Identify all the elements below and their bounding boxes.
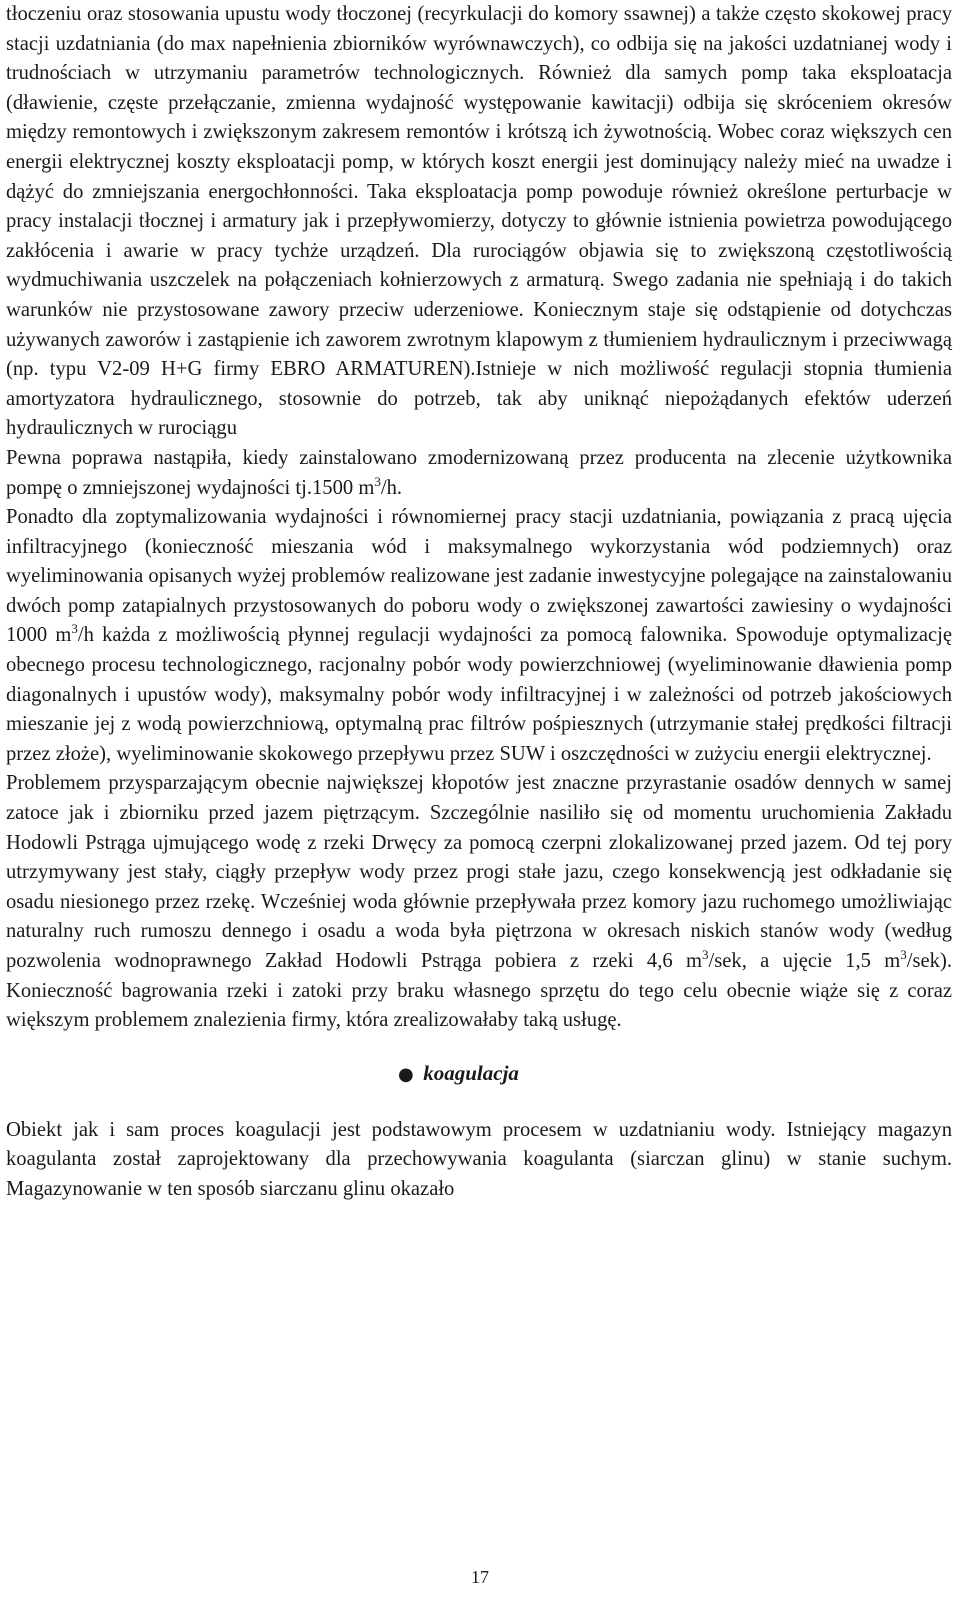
superscript: 3 [374,473,381,489]
bullet-icon: ● [398,1063,414,1085]
document-page [6,0,952,1205]
paragraph [6,444,952,503]
text-run: /h każda z możliwością płynnej regulacji wydajności za pomocą falownika. Spowoduje optymalizację obecnego procesu technologicznego, racjonalny pobór wody powierzchniowej (wyeliminowanie dławienia pomp diagonalnych i upustów wody), maksymalny pobór wody infiltracyjnej i w zależności od potrzeb jakościowych mieszanie jej z wodą powierzchniową, optymalną prac filtrów pośpiesznych (utrzymanie stałej prędkości filtracji przez złoże), wyeliminowanie skokowego przepływu przez SUW i oszczędności w zużyciu energii elektrycznej. [6,624,952,765]
section-heading [6,1058,952,1090]
superscript: 3 [71,621,78,637]
text-run: /h. [380,476,403,499]
paragraph [6,769,952,1035]
text-run: Ponadto dla zoptymalizowania wydajności i równomiernej pracy stacji uzdatniania, powiązania z pracą ujęcia infiltracyjnego (konieczność mieszania wód i maksymalnego wykorzystania wód podziemnych) oraz wyeliminowania opisanych wyżej problemów realizowane jest zadanie inwestycyjne polegające na zainstalowaniu dwóch pomp zatapialnych przystosowanych do poboru wody o zwiększonej zawartości zawiesiny o wydajności 1000 m [6,506,952,647]
superscript: 3 [900,947,907,962]
body-text [6,0,952,1036]
page-number: 17 [471,1567,489,1587]
text-run: /sek, a ujęcie 1,5 m [708,950,901,972]
section-heading-text: koagulacja [423,1060,519,1085]
paragraph [6,0,952,444]
text-run: tłoczeniu oraz stosowania upustu wody tłoczonej (recyrkulacji do komory ssawnej) a także często skokowej pracy stacji uzdatniania (do max napełnienia zbiorników wyrównawczych), co odbija się na jakości uzdatnianej wody i trudnościach w utrzymaniu parametrów technologicznych. Również dla samych pomp taka eksploatacja (dławienie, częste przełączanie, zmienna wydajność występowanie kawitacji) odbija się skróceniem okresów między remontowych i zwiększonym zakresem remontów i krótszą ich żywotnością. Wobec coraz większych cen energii elektrycznej koszty eksploatacji pomp, w których koszt energii jest dominujący należy mieć na uwadze i dążyć do zmniejszania energochłonności. Taka eksploatacja pomp powoduje również określone perturbacje w pracy instalacji tłocznej i armatury jak i przepływomierzy, dotyczy to głównie istnienia powietrza powodującego zakłócenia i awarie w pracy tychże urządzeń. Dla rurociągów objawia się to zwiększoną częstotliwością wydmuchiwania uszczelek na połączeniach kołnierzowych z armaturą. Swego zadania nie spełniają i do takich warunków nie przystosowane zawory przeciw uderzeniowe. Koniecznym staje się odstąpienie od dotychczas używanych zaworów i zastąpienie ich zaworem zwrotnym klapowym z tłumieniem hydraulicznym i przeciwwagą (np. typu V2-09 H+G firmy EBRO ARMATUREN).Istnieje w nich możliwość regulacji stopnia tłumienia amortyzatora hydraulicznego, stosownie do potrzeb, tak aby uniknąć niepożądanych efektów uderzeń hydraulicznych w rurociągu [6,3,952,440]
text-run: Problemem przysparzającym obecnie największej kłopotów jest znaczne przyrastanie osadów dennych w samej zatoce jak i zbiorniku przed jazem piętrzącym. Szczególnie nasiliło się od momentu uruchomienia Zakładu Hodowli Pstrąga ujmującego wodę z rzeki Drwęcy za pomocą czerpni zlokalizowanej przed jazem. Od tej pory utrzymywany jest stały, ciągły przepływ wody przez progi stałe jazu, czego konsekwencją jest odkładanie się osadu niesionego przez rzekę. Wcześniej woda głównie przepływała przez komory jazu ruchomego umożliwiając naturalny ruch rumoszu dennego i osadu a woda była piętrzona w okresach niskich stanów wody (według pozwolenia wodnoprawnego Zakład Hodowli Pstrąga pobiera z rzeki 4,6 m [6,772,952,972]
paragraph [6,503,952,769]
closing-paragraph: Obiekt jak i sam proces koagulacji jest podstawowym procesem w uzdatnianiu wody. Istniejący magazyn koagulanta został zaprojektowany dla przechowywania koagulanta (siarczan glinu) w stanie suchym. Magazynowanie w ten sposób siarczanu glinu okazało [6,1118,952,1200]
superscript: 3 [702,947,709,962]
text-run: /sek). Konieczność bagrowania rzeki i zatoki przy braku własnego sprzętu do tego celu obecnie wiąże się z coraz większym problemem znalezienia firmy, która zrealizowałaby taką usługę. [6,950,952,1032]
text-run: Pewna poprawa nastąpiła, kiedy zainstalowano zmodernizowaną przez producenta na zlecenie użytkownika pompę o zmniejszonej wydajności tj.1500 m [6,446,952,499]
